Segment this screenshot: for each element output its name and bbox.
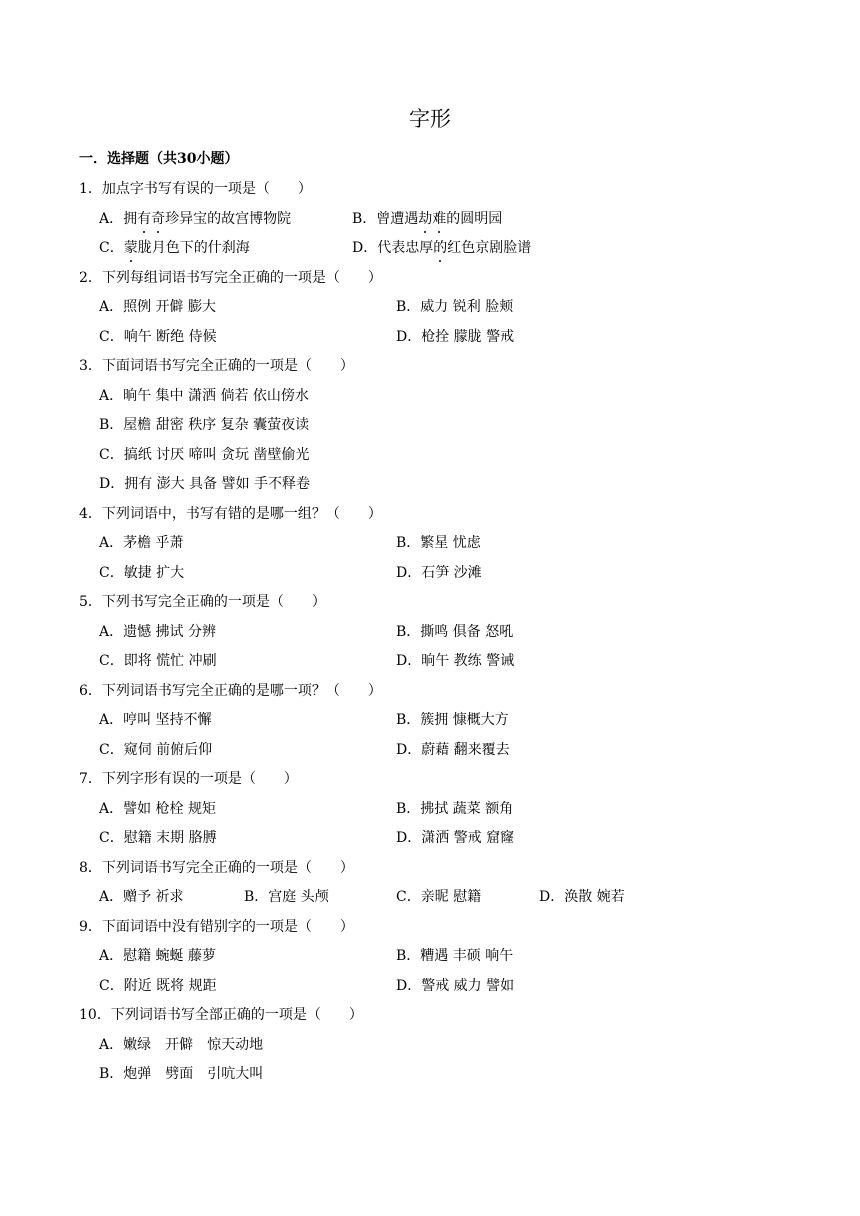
answer-option: C．慰籍 末期 胳膊 xyxy=(99,830,217,846)
option-row xyxy=(0,1063,860,1093)
answer-option: A．譬如 枪栓 规矩 xyxy=(99,800,217,817)
answer-option: B．簇拥 慷概大方 xyxy=(396,712,509,728)
section-heading: 一．选择题（共30小题） xyxy=(79,151,239,167)
answer-option: D．涣散 婉若 xyxy=(539,889,625,905)
answer-option: A．赠予 祈求 xyxy=(99,889,184,905)
answer-option: A．照例 开僻 膨大 xyxy=(99,299,217,315)
answer-option: B．威力 锐利 脸颊 xyxy=(396,299,514,315)
answer-option: B．炮弹 劈面 引吭大叫 xyxy=(99,1066,264,1082)
answer-option: D．拥有 澎大 具备 譬如 手不释卷 xyxy=(99,476,311,492)
answer-option: B．宫庭 头颅 xyxy=(244,889,329,905)
answer-option: B．糟遇 丰硕 响午 xyxy=(396,948,514,964)
answer-option: A．拥有奇珍异宝的故宫博物院 xyxy=(99,208,291,230)
answer-option: C．响午 断绝 侍候 xyxy=(99,328,217,345)
answer-option: D．潇洒 警戒 窟窿 xyxy=(396,830,515,846)
answer-option: B．繁星 忧虑 xyxy=(396,535,481,551)
answer-option: D．代表忠厚的红色京剧脸谱 xyxy=(352,237,531,259)
option-row xyxy=(0,532,860,562)
page-title: 字形 xyxy=(409,107,451,131)
option-row xyxy=(0,414,860,444)
option-row xyxy=(0,975,860,1005)
answer-option: B．拂拭 蔬菜 额角 xyxy=(396,800,514,817)
option-row xyxy=(0,1034,860,1064)
answer-option: B．曾遭遇劫难的圆明园 xyxy=(352,208,502,230)
answer-option: D．石笋 沙滩 xyxy=(396,564,482,581)
answer-option: A．茅檐 乎萧 xyxy=(99,535,184,551)
answer-option: A．晌午 集中 潇洒 倘若 依山傍水 xyxy=(99,387,309,404)
question-stem: 3．下面词语书写完全正确的一项是（ ） xyxy=(79,358,354,374)
option-row xyxy=(0,798,860,828)
option-row xyxy=(0,650,860,680)
option-row xyxy=(0,945,860,975)
question-stem: 5．下列书写完全正确的一项是（ ） xyxy=(79,594,326,610)
option-row xyxy=(0,296,860,326)
answer-option: D．枪拴 朦胧 警戒 xyxy=(396,328,515,345)
option-row xyxy=(0,473,860,503)
question-stem: 4．下列词语中，书写有错的是哪一组？（ ） xyxy=(79,505,382,522)
answer-option: C．敏捷 扩大 xyxy=(99,564,185,581)
answer-option: A．慰籍 蜿蜒 藤萝 xyxy=(99,948,217,964)
question-stem: 6．下列词语书写完全正确的是哪一项？（ ） xyxy=(79,682,382,699)
answer-option: B．屋檐 甜密 秩序 复杂 囊萤夜读 xyxy=(99,417,310,433)
option-row xyxy=(0,709,860,739)
question-stem: 9．下面词语中没有错别字的一项是（ ） xyxy=(79,918,354,935)
answer-option: D．警戒 威力 譬如 xyxy=(396,977,515,994)
option-row xyxy=(0,886,860,916)
option-row xyxy=(0,444,860,474)
option-row xyxy=(0,621,860,651)
question-stem: 7．下列字形有误的一项是（ ） xyxy=(79,771,298,787)
question-stem: 2．下列每组词语书写完全正确的一项是（ ） xyxy=(79,269,382,286)
option-row xyxy=(0,562,860,592)
option-row xyxy=(0,237,860,267)
option-row xyxy=(0,827,860,857)
question-list xyxy=(0,178,860,1093)
option-row xyxy=(0,326,860,356)
option-row xyxy=(0,739,860,769)
question-stem: 10．下列词语书写全部正确的一项是（ ） xyxy=(79,1007,363,1023)
option-row xyxy=(0,208,860,238)
answer-option: C．即将 慌忙 冲刷 xyxy=(99,653,217,669)
answer-option: C．亲昵 慰籍 xyxy=(396,889,482,905)
answer-option: A．哼叫 坚持不懈 xyxy=(99,712,212,728)
question-stem: 1．加点字书写有误的一项是（ ） xyxy=(79,181,312,197)
answer-option: C．窥伺 前俯后仰 xyxy=(99,741,213,758)
answer-option: A．嫩绿 开僻 惊天动地 xyxy=(99,1036,264,1053)
answer-option: C．搞纸 讨厌 啼叫 贪玩 凿壁偷光 xyxy=(99,446,310,463)
option-row xyxy=(0,385,860,415)
question-stem: 8．下列词语书写完全正确的一项是（ ） xyxy=(79,859,354,876)
answer-option: C．蒙胧月色下的什刹海 xyxy=(99,237,250,259)
answer-option: D．晌午 教练 警诫 xyxy=(396,653,515,669)
answer-option: C．附近 既将 规距 xyxy=(99,977,217,994)
answer-option: D．蔚藉 翻来覆去 xyxy=(396,741,510,758)
answer-option: B．撕鸣 俱备 怒吼 xyxy=(396,623,514,640)
answer-option: A．遗憾 拂试 分辨 xyxy=(99,623,217,640)
